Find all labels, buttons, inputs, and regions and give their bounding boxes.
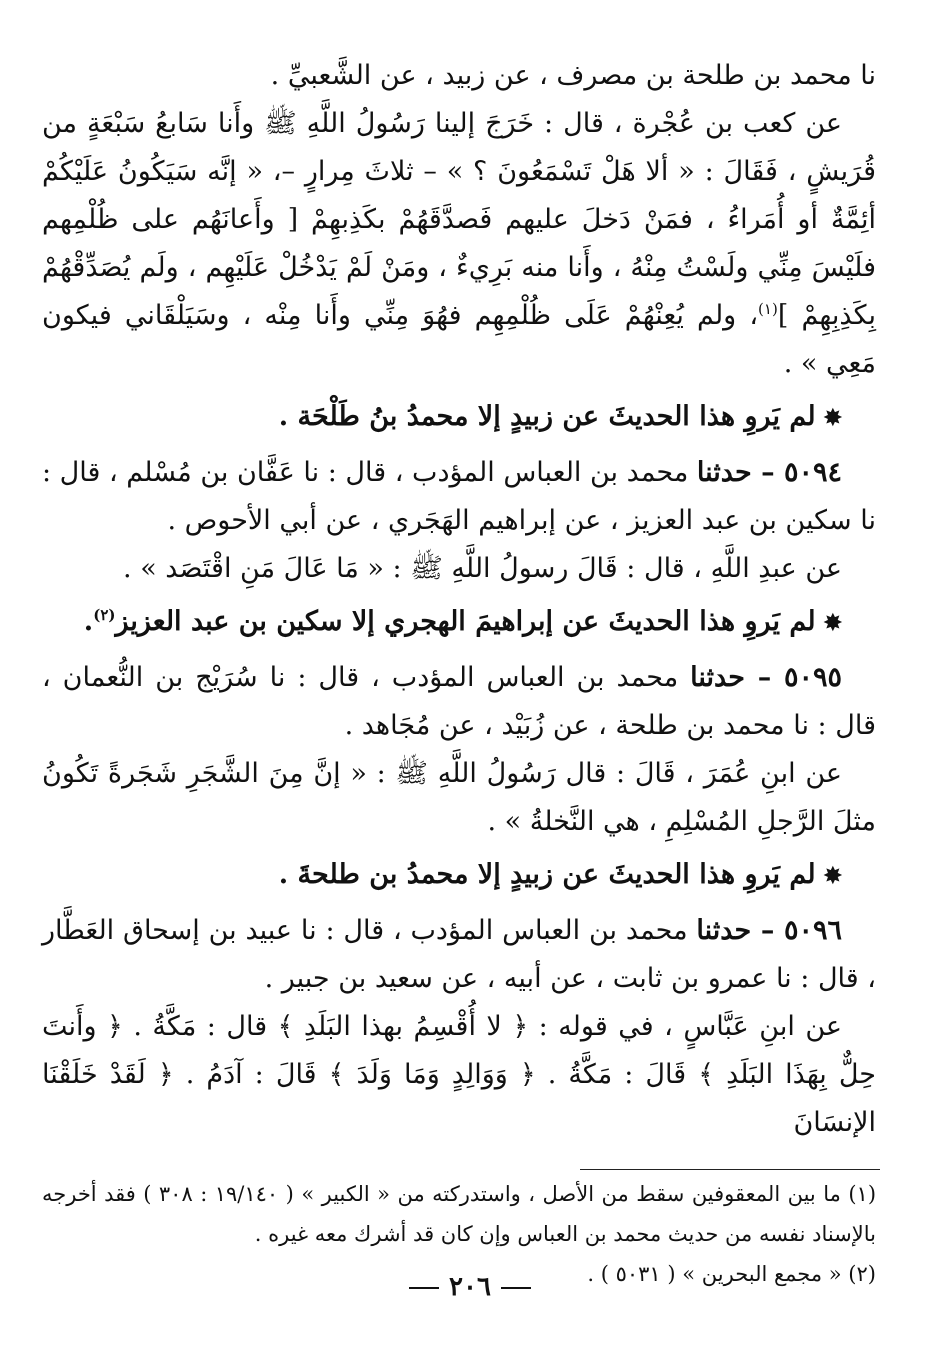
dash-right <box>409 1287 439 1289</box>
star-icon: ✸ <box>823 863 842 889</box>
hadith-matn: عن عبدِ اللَّهِ ، قال : قَالَ رسولُ اللَّهِ ﷺ : « مَا عَالَ مَنِ اقْتَصَد » . <box>123 553 842 584</box>
footnote-2: (٢) « مجمع البحرين » ( ٥٠٣١ ) . <box>587 1262 876 1286</box>
verdict-line <box>42 595 876 650</box>
verdict-text: لم يَروِ هذا الحديثَ عن إبراهيمَ الهجري إلا سكين بن عبد العزيز <box>115 606 816 637</box>
star-icon: ✸ <box>823 610 842 636</box>
hadith-number: ٥٠٩٥ <box>783 662 842 693</box>
hadith-head: – حدثنا <box>690 662 784 693</box>
verdict-line <box>42 848 876 903</box>
footnote-ref: (٢) <box>93 606 116 624</box>
verdict-line <box>42 390 876 445</box>
verdict-text: لم يَروِ هذا الحديثَ عن زبيدٍ إلا محمدُ بنُ طَلْحَة . <box>278 401 816 432</box>
verdict-tail: . <box>83 606 94 637</box>
star-icon: ✸ <box>823 405 842 431</box>
hadith-head: – حدثنا <box>696 457 784 488</box>
hadith-entry <box>42 449 876 545</box>
hadith-matn <box>42 100 876 388</box>
verdict-text: لم يَروِ هذا الحديثَ عن زبيدٍ إلا محمدُ بن طلحةَ . <box>278 859 816 890</box>
hadith-isnad: محمد بن العباس المؤدب ، قال : نا عبيد بن إسحاق العَطَّار ، قال : نا عمرو بن ثابت ، عن أبيه ، عن سعيد بن جبير . <box>42 915 876 994</box>
hadith-matn-tail: ، ولم يُعِنْهُمْ عَلَى ظُلْمِهِم فهُوَ مِنِّي وأَنا مِنْه ، وسَيَلْقَاني فيكون مَعِي » . <box>42 300 876 379</box>
footnote-1: (١) ما بين المعقوفين سقط من الأصل ، واستدركته من « الكبير » ( ١٩/١٤٠ : ٣٠٨ ) فقد أخرجه بالإسناد نفسه من حديث محمد بن العباس وإن كان قد أشرك معه غيره . <box>42 1182 877 1246</box>
hadith-isnad: محمد بن العباس المؤدب ، قال : نا عَفَّان بن مُسْلم ، قال : نا سكين بن عبد العزيز ، عن إبراهيم الهَجَري ، عن أبي الأحوص . <box>41 457 876 536</box>
hadith-entry <box>42 907 876 1003</box>
hadith-matn: عن ابنِ عُمَرَ ، قَالَ : قال رَسُولُ اللَّهِ ﷺ : « إنَّ مِنَ الشَّجَرِ شَجَرةً تَكُونُ مثلَ الرَّجلِ المُسْلِمِ ، هي النَّخلةُ » . <box>42 758 876 837</box>
isnad-continuation: نا محمد بن طلحة بن مصرف ، عن زبيد ، عن الشَّعبيِّ . <box>270 60 876 91</box>
hadith-matn: عن ابنِ عَبَّاسٍ ، في قوله : ﴿ لا أُقْسِمُ بهذا البَلَدِ ﴾ قال : مَكَّةُ . ﴿ وأَنتَ حِلٌّ بِهَذَا البَلَدِ ﴾ قَالَ : مَكَّةُ . ﴿ وَوَالِدٍ وَمَا وَلَدَ ﴾ قَالَ : آدَمُ . ﴿ لَقَدْ خَلَقْنَا الإنسَانَ <box>42 1011 876 1138</box>
page-number <box>0 1272 940 1302</box>
hadith-entry <box>42 654 876 750</box>
hadith-head: – حدثنا <box>696 915 784 946</box>
hadith-number: ٥٠٩٤ <box>783 457 842 488</box>
footnote-divider <box>580 1169 880 1170</box>
footnote-ref: (١) <box>758 300 778 318</box>
hadith-number: ٥٠٩٦ <box>783 915 842 946</box>
page-number-text: ٢٠٦ <box>449 1272 491 1302</box>
dash-left <box>501 1287 531 1289</box>
hadith-matn-text: عن كعب بن عُجْرة ، قال : خَرَجَ إلينا رَسُولُ اللَّهِ ﷺ وأَنا سَابعُ سَبْعَةٍ من قُرَيشٍ ، فَقَالَ : « ألا هَلْ تَسْمَعُونَ ؟ » – ثلاثَ مِرارٍ –، « إنَّه سَيَكُونُ عَلَيْكُمْ أئِمَّةٌ أو أُمَراءُ ، فمَنْ دَخلَ عليهم فَصدَّقَهُمْ بكَذِبهِمْ [ وأَعانَهُم على ظُلْمِهم فلَيْسَ مِنِّي ولَسْتُ مِنْهُ ، وأَنا منه بَرِيءٌ ، ومَنْ لَمْ يَدْخُلْ عَلَيْهِم ، ولَم يُصَدِّقْهُمْ بِكَذِبِهِمْ ] <box>42 108 876 331</box>
hadith-isnad: محمد بن العباس المؤدب ، قال : نا سُرَيْج بن النُّعمان ، قال : نا محمد بن طلحة ، عن زُبَيْد ، عن مُجَاهد . <box>42 662 876 741</box>
